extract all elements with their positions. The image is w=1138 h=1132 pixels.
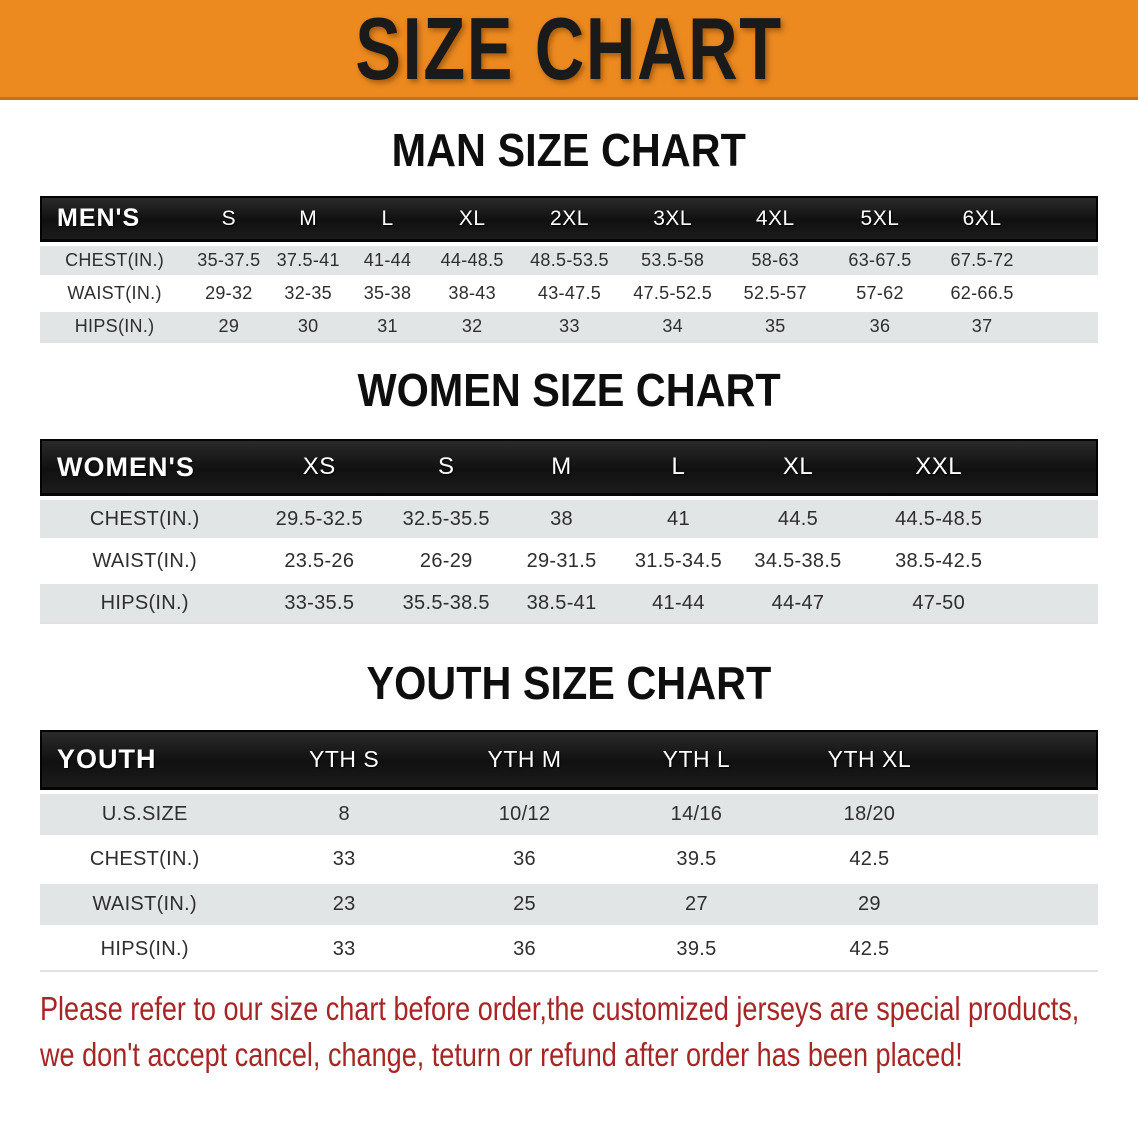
men-size-section [0, 100, 1138, 343]
size-chart-title [295, 0, 843, 98]
measurement-label: WAIST(IN.) [40, 538, 249, 580]
measurement-row [40, 242, 1098, 275]
size-value: 29-31.5 [503, 538, 619, 580]
measurement-row [40, 275, 1098, 308]
size-column-header: 2XL [517, 196, 622, 242]
spacer-cell [1031, 308, 1098, 341]
youth-size-table [40, 730, 1098, 972]
size-value: 31.5-34.5 [620, 538, 737, 580]
measurement-label: CHEST(IN.) [40, 835, 249, 880]
size-value: 36 [827, 308, 933, 341]
size-column-header: XXL [859, 439, 1019, 496]
size-value: 29 [189, 308, 268, 341]
size-value: 32.5-35.5 [389, 496, 503, 538]
size-column-header: YTH XL [783, 730, 957, 790]
spacer-cell [956, 835, 1098, 880]
size-column-header: XS [249, 439, 389, 496]
size-value: 47.5-52.5 [622, 275, 724, 308]
measurement-row [40, 580, 1098, 622]
size-value: 8 [249, 790, 438, 835]
size-column-header: XL [737, 439, 859, 496]
size-value: 29.5-32.5 [249, 496, 389, 538]
size-value: 44.5-48.5 [859, 496, 1019, 538]
spacer-cell [1031, 242, 1098, 275]
size-value: 39.5 [610, 835, 782, 880]
size-column-header: YTH L [610, 730, 782, 790]
men-size-table [40, 196, 1098, 343]
size-value: 67.5-72 [933, 242, 1031, 275]
size-value: 43-47.5 [517, 275, 622, 308]
size-value: 36 [439, 835, 610, 880]
size-value: 23 [249, 880, 438, 925]
spacer-cell [1019, 496, 1098, 538]
measurement-label: CHEST(IN.) [40, 242, 189, 275]
size-chart-sections [0, 100, 1138, 972]
women-size-table [40, 439, 1098, 624]
size-value: 23.5-26 [249, 538, 389, 580]
size-value: 33 [249, 835, 438, 880]
size-value: 35-38 [348, 275, 427, 308]
size-column-header: M [503, 439, 619, 496]
size-value: 57-62 [827, 275, 933, 308]
disclaimer-note [40, 986, 1138, 1078]
measurement-label: CHEST(IN.) [40, 496, 249, 538]
spacer-cell [1019, 580, 1098, 622]
size-header-row [40, 196, 1098, 242]
size-value: 36 [439, 925, 610, 970]
size-value: 53.5-58 [622, 242, 724, 275]
size-column-header: 4XL [723, 196, 827, 242]
measurement-row [40, 496, 1098, 538]
measurement-row [40, 538, 1098, 580]
size-column-header: YTH S [249, 730, 438, 790]
size-value: 41-44 [620, 580, 737, 622]
size-value: 35-37.5 [189, 242, 268, 275]
measurement-row [40, 790, 1098, 835]
size-column-header: L [348, 196, 427, 242]
size-chart-title-text: SIZE CHART [355, 0, 783, 98]
size-value: 29-32 [189, 275, 268, 308]
size-chart-banner [0, 0, 1138, 100]
size-value: 30 [269, 308, 348, 341]
spacer-cell [1031, 196, 1098, 242]
size-value: 34 [622, 308, 724, 341]
size-value: 58-63 [723, 242, 827, 275]
spacer-cell [956, 730, 1098, 790]
youth-size-heading [0, 624, 1138, 709]
size-column-header: 5XL [827, 196, 933, 242]
size-value: 10/12 [439, 790, 610, 835]
size-value: 35.5-38.5 [389, 580, 503, 622]
size-value: 44-48.5 [427, 242, 517, 275]
table-corner-label: YOUTH [40, 730, 249, 790]
size-value: 32-35 [269, 275, 348, 308]
size-value: 63-67.5 [827, 242, 933, 275]
size-value: 41-44 [348, 242, 427, 275]
measurement-label: HIPS(IN.) [40, 925, 249, 970]
size-column-header: XL [427, 196, 517, 242]
size-value: 48.5-53.5 [517, 242, 622, 275]
size-header-row [40, 439, 1098, 496]
size-value: 38.5-41 [503, 580, 619, 622]
spacer-cell [1019, 439, 1098, 496]
size-value: 37.5-41 [269, 242, 348, 275]
disclaimer-line-2: we don't accept cancel, change, teturn or refund after order has been placed! [40, 1036, 963, 1073]
size-value: 38-43 [427, 275, 517, 308]
measurement-label: WAIST(IN.) [40, 880, 249, 925]
youth-size-section [0, 624, 1138, 972]
size-value: 44.5 [737, 496, 859, 538]
size-value: 47-50 [859, 580, 1019, 622]
size-value: 25 [439, 880, 610, 925]
size-value: 31 [348, 308, 427, 341]
size-column-header: S [389, 439, 503, 496]
size-value: 14/16 [610, 790, 782, 835]
size-value: 32 [427, 308, 517, 341]
disclaimer-line-1: Please refer to our size chart before order,the customized jerseys are special products, [40, 990, 1080, 1027]
size-header-row [40, 730, 1098, 790]
measurement-label: HIPS(IN.) [40, 308, 189, 341]
size-value: 44-47 [737, 580, 859, 622]
size-value: 42.5 [783, 925, 957, 970]
women-size-section [0, 343, 1138, 624]
size-column-header: 3XL [622, 196, 724, 242]
section-heading-text: YOUTH SIZE CHART [366, 657, 772, 709]
measurement-row [40, 308, 1098, 341]
table-corner-label: WOMEN'S [40, 439, 249, 496]
size-column-header: L [620, 439, 737, 496]
size-value: 42.5 [783, 835, 957, 880]
measurement-label: HIPS(IN.) [40, 580, 249, 622]
size-value: 41 [620, 496, 737, 538]
spacer-cell [956, 790, 1098, 835]
size-value: 62-66.5 [933, 275, 1031, 308]
spacer-cell [1031, 275, 1098, 308]
size-value: 26-29 [389, 538, 503, 580]
size-column-header: M [269, 196, 348, 242]
size-column-header: YTH M [439, 730, 610, 790]
section-heading-text: WOMEN SIZE CHART [357, 364, 781, 416]
size-column-header: 6XL [933, 196, 1031, 242]
spacer-cell [956, 925, 1098, 970]
size-value: 38 [503, 496, 619, 538]
measurement-row [40, 880, 1098, 925]
section-heading-text: MAN SIZE CHART [391, 124, 747, 176]
measurement-label: WAIST(IN.) [40, 275, 189, 308]
size-value: 35 [723, 308, 827, 341]
size-value: 33 [517, 308, 622, 341]
men-size-heading [0, 100, 1138, 176]
measurement-row [40, 835, 1098, 880]
size-value: 29 [783, 880, 957, 925]
size-value: 27 [610, 880, 782, 925]
size-value: 34.5-38.5 [737, 538, 859, 580]
size-value: 39.5 [610, 925, 782, 970]
size-value: 33-35.5 [249, 580, 389, 622]
measurement-row [40, 925, 1098, 970]
size-value: 37 [933, 308, 1031, 341]
measurement-label: U.S.SIZE [40, 790, 249, 835]
size-value: 18/20 [783, 790, 957, 835]
spacer-cell [956, 880, 1098, 925]
size-value: 38.5-42.5 [859, 538, 1019, 580]
size-column-header: S [189, 196, 268, 242]
size-value: 52.5-57 [723, 275, 827, 308]
table-corner-label: MEN'S [40, 196, 189, 242]
size-value: 33 [249, 925, 438, 970]
spacer-cell [1019, 538, 1098, 580]
women-size-heading [0, 343, 1138, 416]
